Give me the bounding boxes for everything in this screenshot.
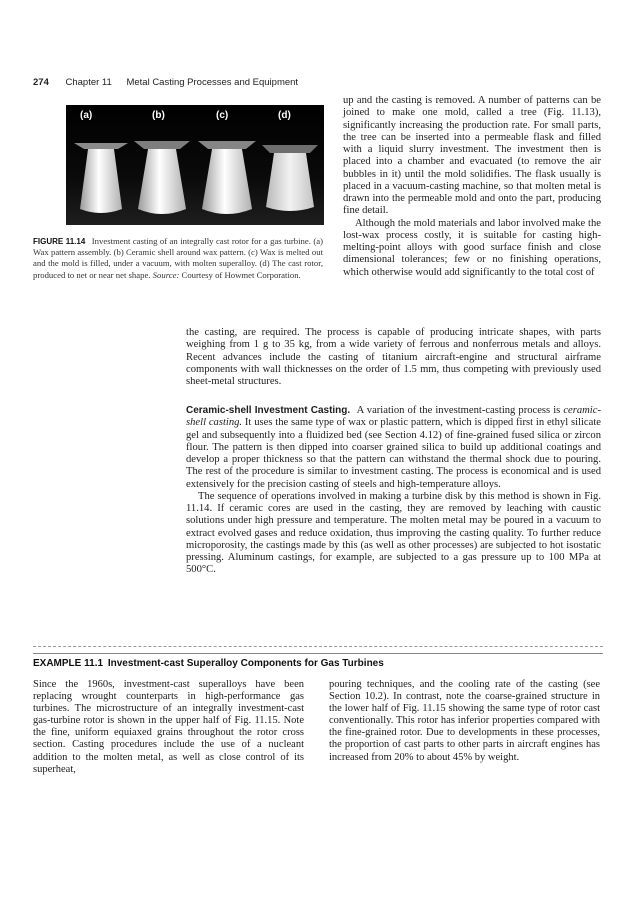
paragraph: the casting, are required. The process is capable of producing intricate shapes, with parts weighing from 1 g to 35 kg, from a wide variety of ferrous and nonferrous metals and alloys. Recent advances include the casting of titanium aircraft-engine and structural airframe components with wall thicknesses on the order of 1.5 mm, thus competing with previously used sheet-metal structures. [186, 327, 601, 387]
continuation-text [186, 327, 601, 388]
paragraph: Since the 1960s, investment-cast superalloys have been replacing wrought counterparts in high-performance gas turbines. The microstructure of an integrally investment-cast gas-turbine rotor is shown in the upper half of Fig. 11.15. Note the fine, uniform equiaxed grains throughout the rotor cross section. Casting procedures include the use of a nucleant addition to the molten metal, as well as close control of its superheat, [33, 679, 304, 775]
chapter-label: Chapter 11 [65, 77, 112, 88]
rotor-b [134, 141, 190, 214]
paragraph: Although the mold materials and labor involved make the lost-wax process costly, it is suitable for casting high-melting-point alloys with good surface finish and close dimensional tolerances; few or no finishing operations, which otherwise would add significantly to the total cost of [343, 217, 601, 278]
divider [33, 646, 603, 647]
rotor-castings-image [66, 105, 324, 225]
right-column-text [343, 95, 601, 279]
running-header [33, 77, 298, 88]
caption-source-label: Source: [152, 269, 180, 280]
panel-label-a: (a) [80, 110, 93, 121]
rotor-c [198, 141, 256, 214]
example-left-column [33, 679, 304, 776]
panel-label-b: (b) [152, 110, 165, 121]
figure-label: FIGURE 11.14 [33, 237, 86, 246]
example-right-column [329, 679, 600, 764]
paragraph-text: A variation of the investment-casting process is [356, 405, 561, 416]
figure-caption [33, 236, 323, 281]
caption-text: Investment casting of an integrally cast rotor for a gas turbine. (a) Wax pattern assembly. (b) Ceramic shell around wax pattern. (c) Wax is melted out and the mold is filled, under a vacuum, with molten superalloy. (d) The cast rotor, produced to net or near net shape. [33, 236, 324, 280]
figure-photo [66, 105, 324, 225]
paragraph: up and the casting is removed. A number of patterns can be joined to make one mold, called a tree (Fig. 11.13), significantly increasing the production rate. For small parts, the tree can be inserted into a permeable flask and filled with a liquid slurry investment. The investment then is placed into a chamber and evacuated (to remove the air bubbles in it) until the mold solidifies. The flask usually is placed in a vacuum-casting machine, so that molten metal is drawn into the permeable mold and onto the part, producing fine detail. [343, 95, 601, 217]
rotor-d [262, 145, 318, 211]
panel-label-c: (c) [216, 110, 229, 121]
paragraph: pouring techniques, and the cooling rate of the casting (see Section 10.2). In contrast, note the coarse-grained structure in the lower half of Fig. 11.15 showing the same type of rotor cast conventionally. This rotor has inferior properties compared with the fine-grained rotor. Due to developments in these processes, the proportion of cast parts to other parts in aircraft engines has increased from 20% to about 45% by weight. [329, 679, 600, 763]
chapter-title: Metal Casting Processes and Equipment [126, 77, 299, 88]
emphasis-term: ceramic-shell casting. [186, 405, 601, 429]
example-heading [33, 658, 384, 669]
section-heading: Ceramic-shell Investment Casting. [186, 405, 351, 416]
panel-label-d: (d) [278, 110, 291, 121]
caption-source: Courtesy of Howmet Corporation. [181, 269, 301, 280]
rotor-a [74, 143, 128, 213]
paragraph: The sequence of operations involved in making a turbine disk by this method is shown in Fig. 11.14. If ceramic cores are used in the casting, they are removed by leaching with caustic solutions under high pressure and temperature. The molten metal may be poured in a vacuum to extract evolved gases and reduce oxidation, thus improving the casting quality. To further reduce microporosity, the castings made by this (as well as other processes) are subjected to hot isostatic pressing. Aluminum castings, for example, are subjected to a gas pressure up to 100 MPa at 500°C. [186, 490, 601, 576]
divider [33, 653, 603, 654]
ceramic-shell-section [186, 405, 601, 577]
example-title: Investment-cast Superalloy Components for Gas Turbines [107, 658, 384, 669]
example-label: EXAMPLE 11.1 [33, 658, 104, 669]
paragraph-text: It uses the same type of wax or plastic pattern, which is dipped first in ethyl silicate gel and subsequently into a fluidized bed (see Section 4.12) of fine-grained fused silica or zircon flour. The pattern is then dipped into coarser grained silica to build up additional coatings and develop a proper thickness so that the pattern can withstand the thermal shock due to pouring. The rest of the procedure is similar to investment casting. The process is economical and is used extensively for the precision casting of steels and high-temperature alloys. [186, 417, 601, 490]
page-number: 274 [33, 77, 49, 88]
